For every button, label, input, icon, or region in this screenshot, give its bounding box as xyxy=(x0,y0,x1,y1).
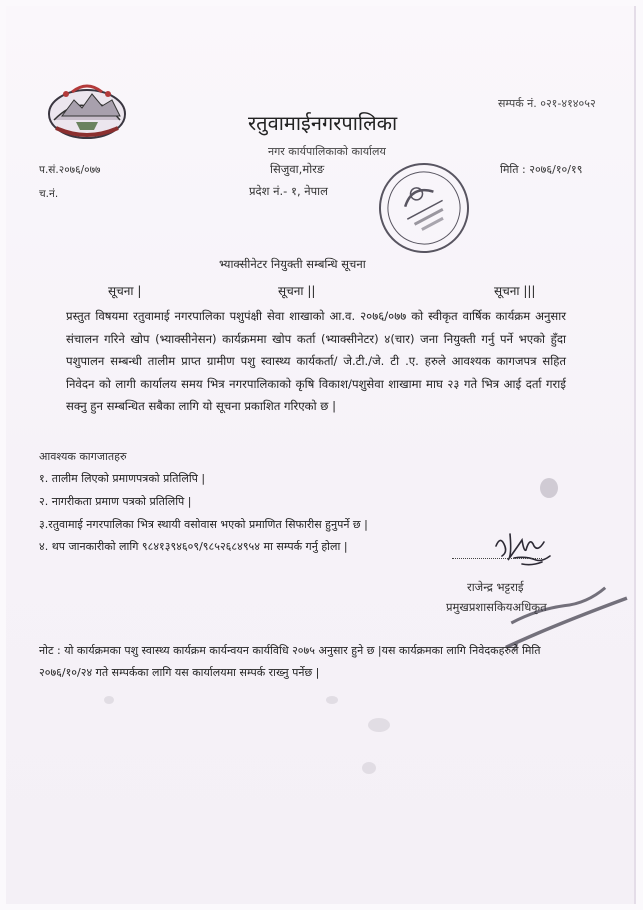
letter-date: मिति : २०७६/१०/१९ xyxy=(500,163,583,176)
contact-number: सम्पर्क नं. ०२१-४१४०५२ xyxy=(498,97,596,110)
reference-number: प.सं.२०७६/०७७ xyxy=(39,164,101,176)
office-location: सिजुवा,मोरङ xyxy=(270,162,325,176)
chalani-number: च.नं. xyxy=(39,188,59,200)
documents-list xyxy=(39,468,368,559)
scan-mark xyxy=(104,696,114,704)
documents-heading: आवश्यक कागजातहरु xyxy=(39,450,127,463)
scan-mark xyxy=(362,762,376,774)
list-item: २. नागरीकता प्रमाण पत्रको प्रतिलिपि | xyxy=(39,494,192,508)
list-item: ३.रतुवामाई नगरपालिका भित्र स्थायी वसोवास भएको प्रमाणित सिफारीस हुनुपर्ने छ | xyxy=(39,517,368,531)
letter-page xyxy=(6,6,636,904)
signatory-name: राजेन्द्र भट्टराई xyxy=(467,580,524,594)
list-item: ४. थप जानकारीको लागि ९८४१३९४६०९/९८५२६८४९५४ मा सम्पर्क गर्नु होला | xyxy=(39,540,348,554)
signature-line xyxy=(452,558,542,559)
scan-mark xyxy=(540,478,558,498)
notice-subject: भ्याक्सीनेटर नियुक्ती सम्बन्धि सूचना xyxy=(219,257,366,271)
notice-label-2: सूचना || xyxy=(278,284,316,298)
notice-label-3: सूचना ||| xyxy=(494,284,536,298)
notice-body: प्रस्तुत विषयमा रतुवामाई नगरपालिका पशुपंक्षी सेवा शाखाको आ.व. २०७६/०७७ को स्वीकृत वार्षिक कार्यक्रम अनुसार संचालन गरिने खोप (भ्याक्सीनेसन) कार्यक्रममा खोप कर्ता (भ्याक्सीनेटर) ४(चार) जना नियुक्ती गर्नु पर्ने भएको हुँदा पशुपालन सम्बन्धी तालीम प्राप्त ग्रामीण पशु स्वास्थ्य कार्यकर्ता/ जे.टी./जे. टी .ए. हरुले आवश्यक कागजपत्र सहित निवेदन को लागी कार्यालय समय भित्र नगरपालिकाको कृषि विकाश/पशुसेवा शाखामा माघ २३ गते भित्र आई दर्ता गराई सक्नु हुन सम्बन्धित सबैका लागि यो सूचना प्रकाशित गरिएको छ | xyxy=(66,309,566,414)
scan-mark xyxy=(326,696,338,704)
notice-label-1: सूचना | xyxy=(108,284,142,298)
footer-note: नोट : यो कार्यक्रमका पशु स्वास्थ्य कार्यक्रम कार्यन्वयन कार्यविधि २०७५ अनुसार हुने छ |यस कार्यक्रमका लागि निवेदकहरुले मिति २०७६/१०/२४ गते सम्पर्कका लागि यस कार्यालयमा सम्पर्क राख्नु पर्नेछ | xyxy=(39,644,541,679)
office-province: प्रदेश नं.- १, नेपाल xyxy=(249,184,328,198)
signatory-title: प्रमुखप्रशासकियअधिकृत xyxy=(446,600,547,614)
office-name: नगर कार्यपालिकाको कार्यालय xyxy=(268,145,386,158)
office-round-stamp xyxy=(368,152,480,264)
organization-name: रतुवामाईनगरपालिका xyxy=(248,111,398,135)
list-item: १. तालीम लिएको प्रमाणपत्रको प्रतिलिपि | xyxy=(39,472,206,485)
nepal-emblem-icon xyxy=(42,76,132,146)
scan-mark xyxy=(368,718,390,732)
handwritten-signature xyxy=(452,516,572,576)
